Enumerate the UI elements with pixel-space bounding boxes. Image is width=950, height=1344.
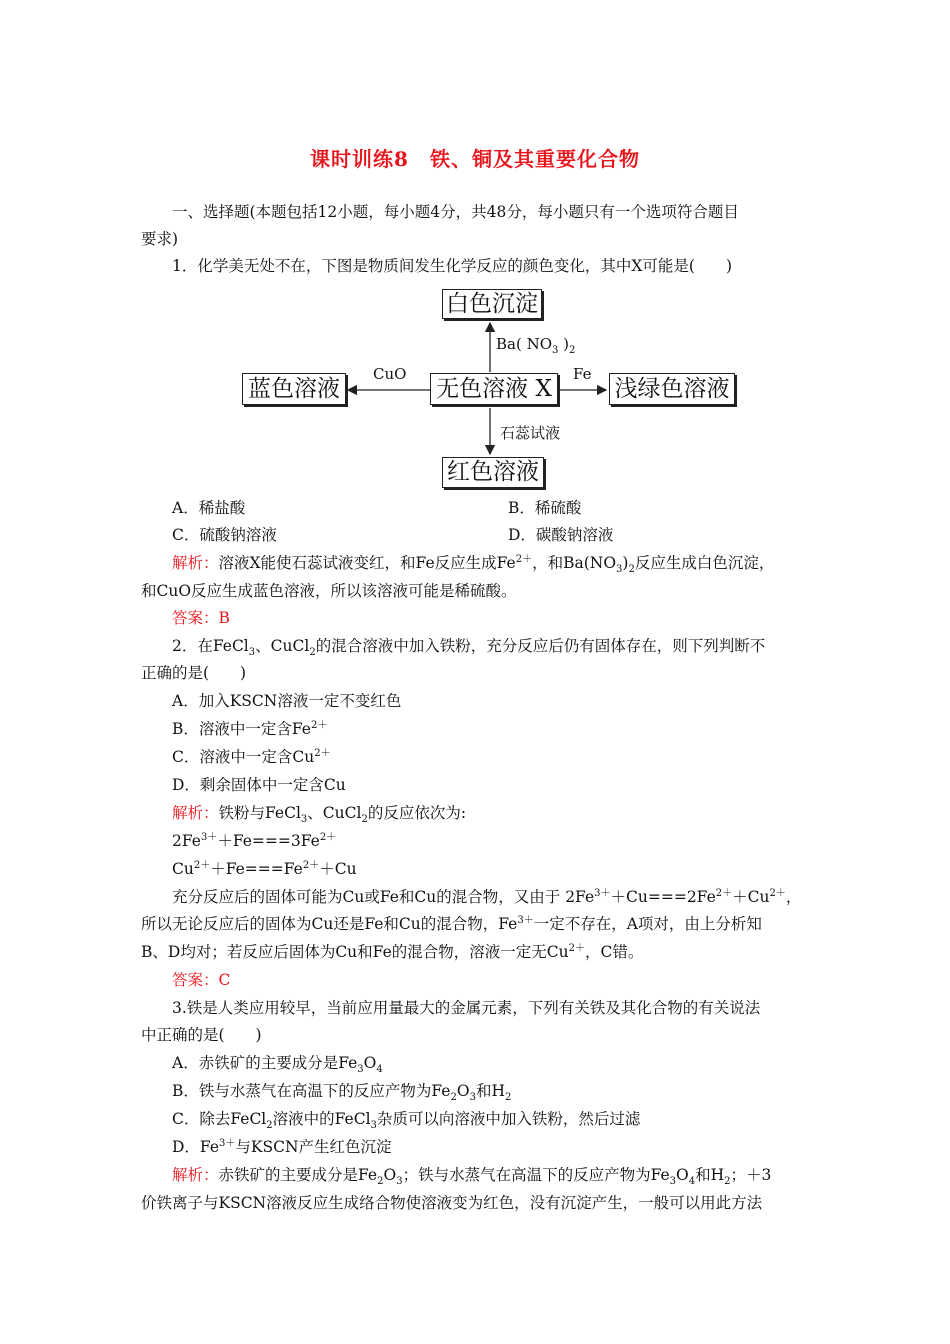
q2-option-d: D．剩余固体中一定含Cu xyxy=(172,776,346,794)
q2-option-c: C．溶液中一定含$Cu^{2+}$ xyxy=(172,747,331,766)
q3-analysis-line1: 解析：赤铁矿的主要成分是$Fe_2O_3$；铁与水蒸气在高温下的反应产物为$Fe_3O_4$和$H_2$；＋3 xyxy=(172,1166,772,1188)
q1-analysis-line1: 解析：溶液X能使石蕊试液变红，和Fe反应生成$Fe^{2+}$，和$Ba(NO_3)_2$反应生成白色沉淀， xyxy=(172,553,775,576)
label-litmus: 石蕊试液 xyxy=(500,424,561,442)
q3-stem-line2: 中正确的是( ) xyxy=(141,1026,262,1044)
box-light-green-solution: 浅绿色溶液 xyxy=(609,373,735,405)
label-fe: Fe xyxy=(573,365,592,383)
q1-stem: 1．化学美无处不在，下图是物质间发生化学反应的颜色变化，其中X可能是( ) xyxy=(172,257,732,275)
box-colorless-solution-x: 无色溶液 X xyxy=(430,373,558,405)
q2-body-line2: 所以无论反应后的固体为Cu还是Fe和Cu的混合物，$Fe^{3+}$一定不存在，A项对，由上分析知 xyxy=(141,914,762,933)
q1-option-a: A．稀盐酸 xyxy=(172,499,246,517)
q2-answer: 答案：C xyxy=(172,971,231,989)
q3-option-d: D．$Fe^{3+}$与KSCN产生红色沉淀 xyxy=(172,1137,392,1156)
q2-option-a: A．加入KSCN溶液一定不变红色 xyxy=(172,692,402,710)
box-blue-solution: 蓝色溶液 xyxy=(242,373,346,405)
q2-analysis-line1: 解析：铁粉与FeCl$_3$、CuCl$_2$的反应依次为: xyxy=(172,804,467,826)
analysis-label: 解析： xyxy=(172,554,219,572)
analysis-label: 解析： xyxy=(172,804,219,822)
q2-equation2: $Cu^{2+}+Fe===Fe^{2+}+Cu$ xyxy=(172,859,357,878)
q1-analysis-line2: 和CuO反应生成蓝色溶液，所以该溶液可能是稀硫酸。 xyxy=(141,582,517,600)
q2-stem-line1: 2．在FeCl$_3$、CuCl$_2$的混合溶液中加入铁粉，充分反应后仍有固体存在，则下列判断不 xyxy=(172,637,766,659)
q1-option-b: B．稀硫酸 xyxy=(508,499,582,517)
q2-equation1: $2Fe^{3+}+Fe===3Fe^{2+}$ xyxy=(172,831,337,850)
page-title: 课时训练8 铁、铜及其重要化合物 xyxy=(310,147,640,171)
q3-option-a: A．赤铁矿的主要成分是$Fe_3O_4$ xyxy=(172,1054,383,1076)
q3-analysis-line2: 价铁离子与KSCN溶液反应生成络合物使溶液变为红色，没有沉淀产生，一般可以用此方法 xyxy=(141,1194,763,1212)
q3-option-b: B．铁与水蒸气在高温下的反应产物为$Fe_2O_3$和$H_2$ xyxy=(172,1082,512,1104)
section-header-line1: 一、选择题(本题包括12小题，每小题4分，共48分，每小题只有一个选项符合题目 xyxy=(172,203,739,221)
box-white-precipitate: 白色沉淀 xyxy=(442,289,542,319)
q2-body-line3: B、D均对；若反应后固体为Cu和Fe的混合物，溶液一定无$Cu^{2+}$，C错。 xyxy=(141,942,644,961)
q3-stem-line1: 3.铁是人类应用较早，当前应用量最大的金属元素，下列有关铁及其化合物的有关说法 xyxy=(172,999,761,1017)
box-red-solution: 红色溶液 xyxy=(442,457,544,488)
q2-body-line1: 充分反应后的固体可能为Cu或Fe和Cu的混合物，又由于 $2Fe^{3+}+Cu===2Fe^{2+}+Cu^{2+}$， xyxy=(172,887,802,906)
label-cuo: CuO xyxy=(373,365,407,383)
label-ba-no3-2: Ba( $NO_3$ )$_2$ xyxy=(496,335,576,356)
q2-stem-line2: 正确的是( ) xyxy=(141,664,247,682)
q1-option-d: D．碳酸钠溶液 xyxy=(508,526,614,544)
q3-option-c: C．除去FeCl$_2$溶液中的FeCl$_3$杂质可以向溶液中加入铁粉，然后过滤 xyxy=(172,1110,641,1132)
analysis-label: 解析： xyxy=(172,1166,219,1184)
section-header-line2: 要求) xyxy=(141,230,179,248)
diagram-arrows xyxy=(0,0,950,500)
q2-option-b: B．溶液中一定含$Fe^{2+}$ xyxy=(172,719,328,738)
q1-option-c: C．硫酸钠溶液 xyxy=(172,526,277,544)
q1-answer: 答案：B xyxy=(172,609,230,627)
